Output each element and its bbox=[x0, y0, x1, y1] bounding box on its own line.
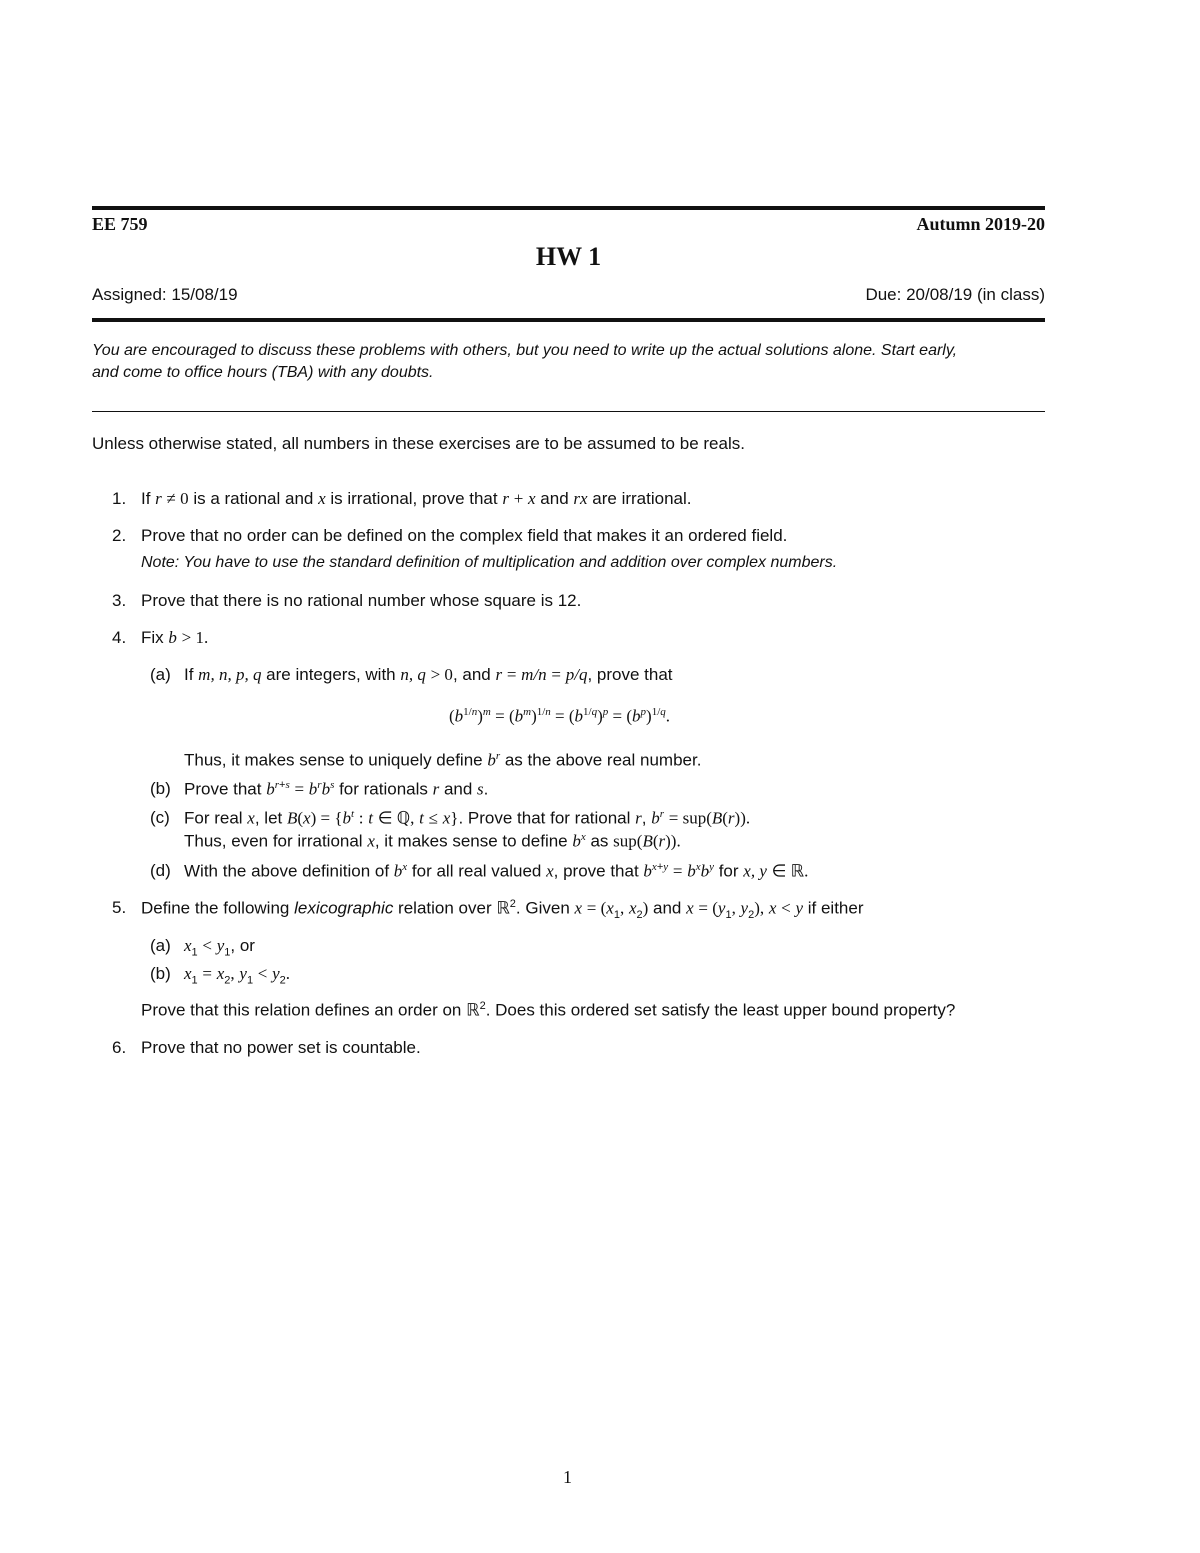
instructions-line-2: and come to office hours (TBA) with any doubts. bbox=[92, 364, 434, 381]
problem-5-text: Define the following lexicographic relation over ℝ$^2$. Given $x = (x_1$, $x_2$) and $x = (y_1$, $y_2$), x < y if either bbox=[141, 898, 864, 922]
instructions-line-1: You are encouraged to discuss these problems with others, but you need to write up the actual solutions alone. Start early, bbox=[92, 342, 958, 359]
problem-4c-label: (c) bbox=[150, 808, 170, 827]
problem-5a-label: (a) bbox=[150, 936, 171, 955]
problem-4-text: Fix b > 1. bbox=[141, 628, 209, 647]
problem-4-number: 4. bbox=[112, 628, 127, 647]
problem-3-text: Prove that there is no rational number whose square is 12. bbox=[141, 591, 582, 610]
problem-4d-text: With the above definition of $b^x$ for all real valued x, prove that $b^{x+y} = b^xb^y$ for x, y ∈ ℝ. bbox=[184, 861, 809, 881]
problem-1-text: If r ≠ 0 is a rational and x is irrational, prove that r + x and rx are irrational. bbox=[141, 489, 692, 508]
problem-5a-text: $x_1 < y_1$, or bbox=[184, 936, 255, 959]
assigned-date: Assigned: 15/08/19 bbox=[92, 285, 238, 304]
problem-5b-label: (b) bbox=[150, 964, 171, 983]
problem-3-number: 3. bbox=[112, 591, 127, 610]
problem-6-text: Prove that no power set is countable. bbox=[141, 1038, 421, 1057]
due-date: Due: 20/08/19 (in class) bbox=[865, 285, 1045, 304]
problem-4b-label: (b) bbox=[150, 779, 171, 798]
page-title: HW 1 bbox=[535, 242, 602, 271]
problem-1-number: 1. bbox=[112, 489, 127, 508]
problem-5b-text: $x_1 = x_2$, $y_1 < y_2$. bbox=[184, 964, 291, 987]
preamble: Unless otherwise stated, all numbers in these exercises are to be assumed to be reals. bbox=[92, 434, 745, 453]
course-code: EE 759 bbox=[92, 214, 148, 234]
problem-4c-followup: Thus, even for irrational x, it makes sense to define $b^x$ as sup(B(r)). bbox=[184, 831, 681, 851]
problem-5-number: 5. bbox=[112, 898, 127, 917]
problem-5-conclusion: Prove that this relation defines an order on ℝ$^2$. Does this ordered set satisfy the least upper bound property? bbox=[141, 1000, 956, 1020]
top-thick-rule bbox=[92, 206, 1045, 210]
header-bottom-rule bbox=[92, 318, 1045, 322]
problem-2-text: Prove that no order can be defined on the complex field that makes it an ordered field. bbox=[141, 526, 788, 545]
problem-4d-label: (d) bbox=[150, 861, 171, 880]
instructions-rule bbox=[92, 411, 1045, 412]
problem-4a-label: (a) bbox=[150, 665, 171, 684]
problem-2-note: Note: You have to use the standard definition of multiplication and addition over complex numbers. bbox=[141, 554, 838, 571]
problem-4c-text: For real x, let $B(x) = \{b^t$ : t ∈ ℚ, t ≤ x}. Prove that for rational r, $b^r = sup(B(r))$. bbox=[184, 808, 751, 828]
problem-4a-followup: Thus, it makes sense to uniquely define $b^r$ as the above real number. bbox=[184, 750, 702, 770]
problem-4a-text: If m, n, p, q are integers, with n, q > 0, and r = m/n = p/q, prove that bbox=[184, 665, 673, 684]
problem-4a-equation: $(b^{1/n})^m = (b^m)^{1/n} = (b^{1/q})^p = (b^p)^{1/q}$. bbox=[449, 706, 671, 726]
problem-6-number: 6. bbox=[112, 1038, 127, 1057]
term: Autumn 2019-20 bbox=[916, 214, 1045, 234]
problem-2-number: 2. bbox=[112, 526, 127, 545]
problem-4b-text: Prove that $b^{r+s} = b^rb^s$ for rationals r and s. bbox=[184, 779, 489, 799]
page-number: 1 bbox=[563, 1467, 572, 1487]
